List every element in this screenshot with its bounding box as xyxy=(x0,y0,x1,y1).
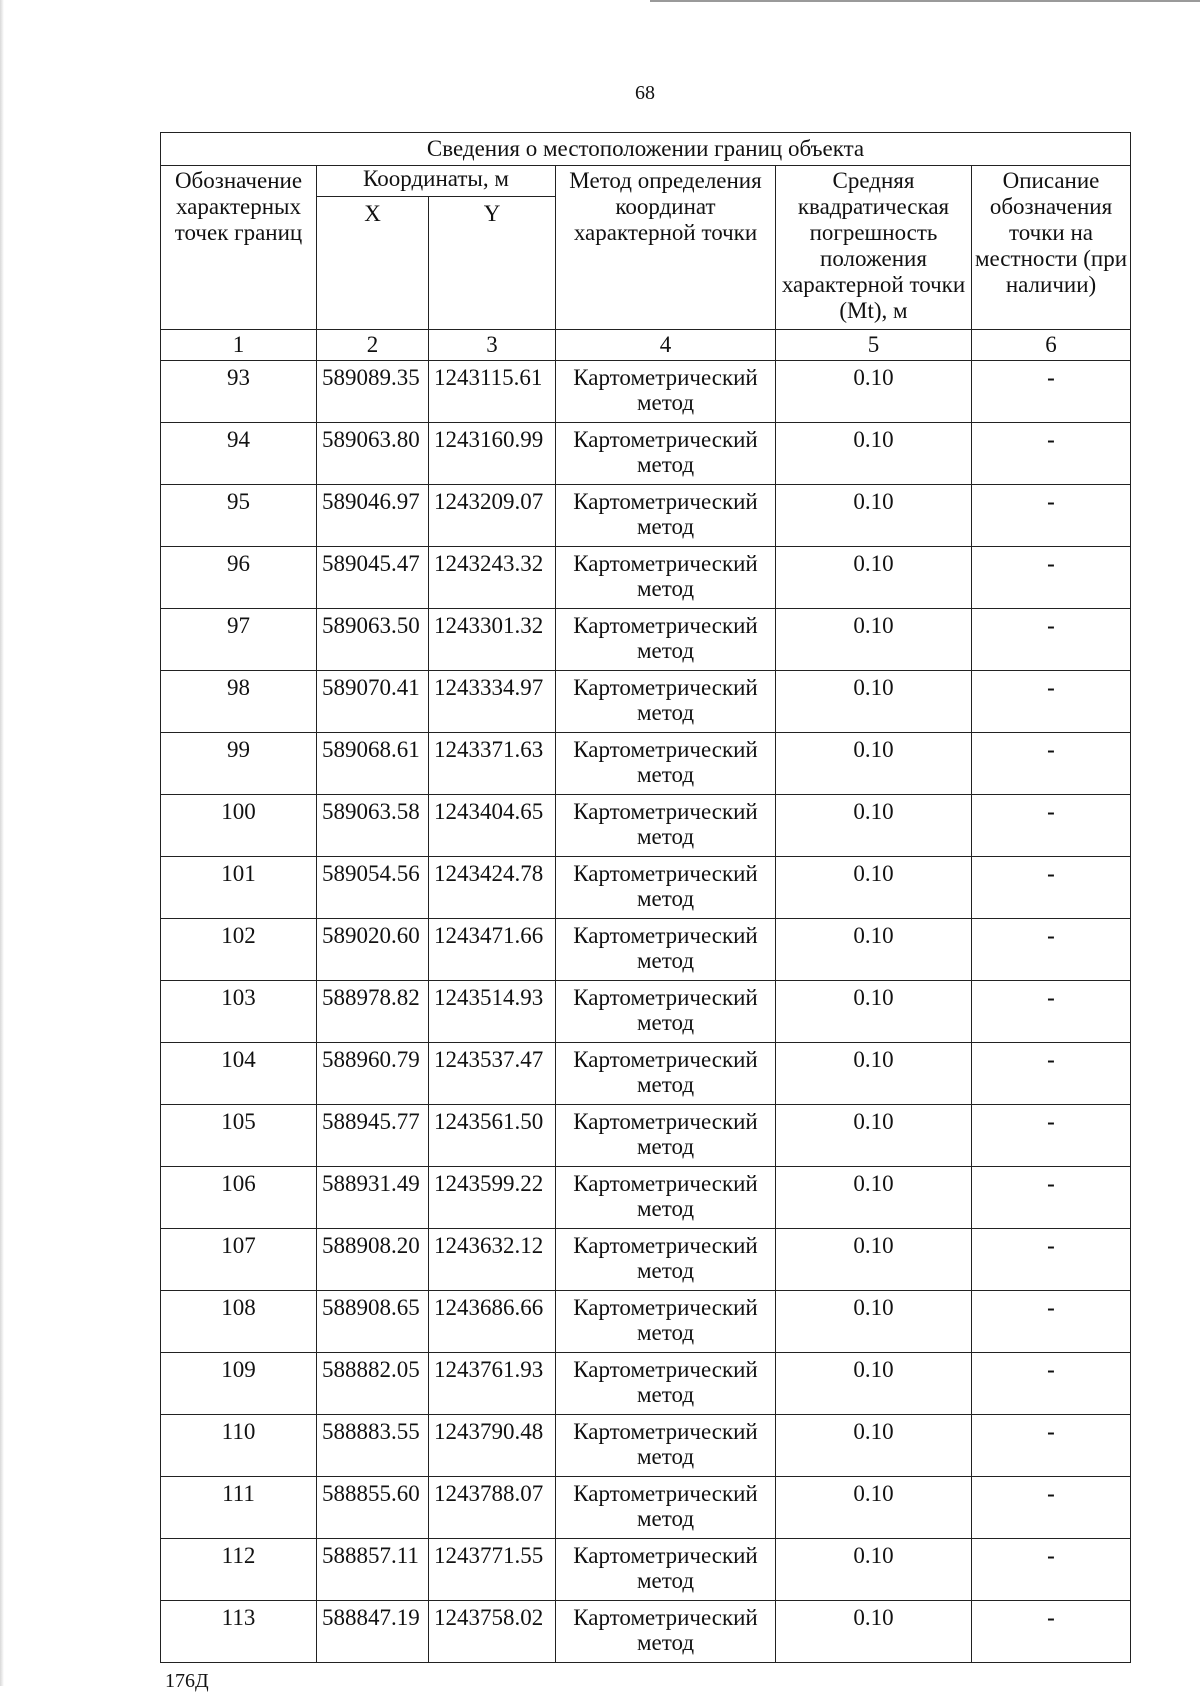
method-cell: Картометрический метод xyxy=(556,547,776,609)
point-cell: 112 xyxy=(161,1539,317,1601)
method-cell: Картометрический метод xyxy=(556,1539,776,1601)
x-coordinate-cell: 589054.56 xyxy=(317,857,429,919)
y-coordinate-cell: 1243537.47 xyxy=(429,1043,556,1105)
table-row xyxy=(161,1043,1131,1105)
description-cell: - xyxy=(972,981,1131,1043)
point-cell: 96 xyxy=(161,547,317,609)
method-cell: Картометрический метод xyxy=(556,857,776,919)
description-cell: - xyxy=(972,919,1131,981)
x-coordinate-cell: 589020.60 xyxy=(317,919,429,981)
y-coordinate-cell: 1243632.12 xyxy=(429,1229,556,1291)
x-coordinate-cell: 588908.65 xyxy=(317,1291,429,1353)
description-cell: - xyxy=(972,1167,1131,1229)
error-cell: 0.10 xyxy=(776,1601,972,1663)
table-row xyxy=(161,671,1131,733)
header-x: X xyxy=(317,197,429,330)
y-coordinate-cell: 1243301.32 xyxy=(429,609,556,671)
y-coordinate-cell: 1243514.93 xyxy=(429,981,556,1043)
description-cell: - xyxy=(972,795,1131,857)
method-cell: Картометрический метод xyxy=(556,1353,776,1415)
description-cell: - xyxy=(972,1229,1131,1291)
description-cell: - xyxy=(972,423,1131,485)
description-cell: - xyxy=(972,609,1131,671)
column-number: 3 xyxy=(429,330,556,361)
point-cell: 94 xyxy=(161,423,317,485)
description-cell: - xyxy=(972,547,1131,609)
description-cell: - xyxy=(972,1043,1131,1105)
y-coordinate-cell: 1243404.65 xyxy=(429,795,556,857)
method-cell: Картометрический метод xyxy=(556,1477,776,1539)
table-caption: Сведения о местоположении границ объекта xyxy=(161,133,1131,166)
method-cell: Картометрический метод xyxy=(556,1415,776,1477)
x-coordinate-cell: 589063.50 xyxy=(317,609,429,671)
error-cell: 0.10 xyxy=(776,1229,972,1291)
x-coordinate-cell: 588855.60 xyxy=(317,1477,429,1539)
x-coordinate-cell: 588847.19 xyxy=(317,1601,429,1663)
method-cell: Картометрический метод xyxy=(556,1601,776,1663)
y-coordinate-cell: 1243758.02 xyxy=(429,1601,556,1663)
table-row xyxy=(161,1229,1131,1291)
point-cell: 108 xyxy=(161,1291,317,1353)
y-coordinate-cell: 1243686.66 xyxy=(429,1291,556,1353)
error-cell: 0.10 xyxy=(776,1539,972,1601)
method-cell: Картометрический метод xyxy=(556,1105,776,1167)
error-cell: 0.10 xyxy=(776,361,972,423)
scan-top-rule xyxy=(650,0,1200,2)
table-row xyxy=(161,1167,1131,1229)
point-cell: 113 xyxy=(161,1601,317,1663)
error-cell: 0.10 xyxy=(776,609,972,671)
column-number: 4 xyxy=(556,330,776,361)
description-cell: - xyxy=(972,485,1131,547)
point-cell: 111 xyxy=(161,1477,317,1539)
error-cell: 0.10 xyxy=(776,671,972,733)
x-coordinate-cell: 588882.05 xyxy=(317,1353,429,1415)
table-row xyxy=(161,1415,1131,1477)
point-cell: 97 xyxy=(161,609,317,671)
method-cell: Картометрический метод xyxy=(556,1291,776,1353)
table-row xyxy=(161,1539,1131,1601)
table-row xyxy=(161,485,1131,547)
y-coordinate-cell: 1243243.32 xyxy=(429,547,556,609)
error-cell: 0.10 xyxy=(776,1291,972,1353)
y-coordinate-cell: 1243471.66 xyxy=(429,919,556,981)
x-coordinate-cell: 589063.80 xyxy=(317,423,429,485)
x-coordinate-cell: 589068.61 xyxy=(317,733,429,795)
x-coordinate-cell: 589070.41 xyxy=(317,671,429,733)
header-coordinates: Координаты, м xyxy=(317,166,556,197)
table-row xyxy=(161,981,1131,1043)
error-cell: 0.10 xyxy=(776,485,972,547)
point-cell: 110 xyxy=(161,1415,317,1477)
y-coordinate-cell: 1243561.50 xyxy=(429,1105,556,1167)
description-cell: - xyxy=(972,733,1131,795)
method-cell: Картометрический метод xyxy=(556,671,776,733)
point-cell: 106 xyxy=(161,1167,317,1229)
y-coordinate-cell: 1243771.55 xyxy=(429,1539,556,1601)
header-method: Метод определения координат характерной точки xyxy=(556,166,776,330)
method-cell: Картометрический метод xyxy=(556,361,776,423)
header-point: Обозначение характерных точек границ xyxy=(161,166,317,330)
method-cell: Картометрический метод xyxy=(556,733,776,795)
error-cell: 0.10 xyxy=(776,423,972,485)
method-cell: Картометрический метод xyxy=(556,919,776,981)
column-number: 6 xyxy=(972,330,1131,361)
y-coordinate-cell: 1243334.97 xyxy=(429,671,556,733)
method-cell: Картометрический метод xyxy=(556,1167,776,1229)
y-coordinate-cell: 1243599.22 xyxy=(429,1167,556,1229)
y-coordinate-cell: 1243424.78 xyxy=(429,857,556,919)
table-row xyxy=(161,795,1131,857)
description-cell: - xyxy=(972,1415,1131,1477)
description-cell: - xyxy=(972,1291,1131,1353)
x-coordinate-cell: 589063.58 xyxy=(317,795,429,857)
x-coordinate-cell: 588883.55 xyxy=(317,1415,429,1477)
table-row xyxy=(161,1105,1131,1167)
y-coordinate-cell: 1243115.61 xyxy=(429,361,556,423)
y-coordinate-cell: 1243790.48 xyxy=(429,1415,556,1477)
scan-left-edge xyxy=(0,0,4,1686)
error-cell: 0.10 xyxy=(776,795,972,857)
point-cell: 107 xyxy=(161,1229,317,1291)
x-coordinate-cell: 588960.79 xyxy=(317,1043,429,1105)
table-row xyxy=(161,423,1131,485)
error-cell: 0.10 xyxy=(776,1477,972,1539)
x-coordinate-cell: 588908.20 xyxy=(317,1229,429,1291)
table-row xyxy=(161,547,1131,609)
x-coordinate-cell: 588931.49 xyxy=(317,1167,429,1229)
method-cell: Картометрический метод xyxy=(556,423,776,485)
x-coordinate-cell: 589046.97 xyxy=(317,485,429,547)
table-row xyxy=(161,361,1131,423)
x-coordinate-cell: 588945.77 xyxy=(317,1105,429,1167)
error-cell: 0.10 xyxy=(776,981,972,1043)
header-y: Y xyxy=(429,197,556,330)
y-coordinate-cell: 1243371.63 xyxy=(429,733,556,795)
table-body xyxy=(161,361,1131,1663)
method-cell: Картометрический метод xyxy=(556,1043,776,1105)
table-row xyxy=(161,733,1131,795)
table-row xyxy=(161,919,1131,981)
page-number: 68 xyxy=(635,82,655,104)
point-cell: 98 xyxy=(161,671,317,733)
method-cell: Картометрический метод xyxy=(556,609,776,671)
y-coordinate-cell: 1243761.93 xyxy=(429,1353,556,1415)
error-cell: 0.10 xyxy=(776,919,972,981)
error-cell: 0.10 xyxy=(776,1415,972,1477)
x-coordinate-cell: 589045.47 xyxy=(317,547,429,609)
description-cell: - xyxy=(972,671,1131,733)
error-cell: 0.10 xyxy=(776,1043,972,1105)
description-cell: - xyxy=(972,361,1131,423)
header-error: Средняя квадратическая погрешность положения характерной точки (Mt), м xyxy=(776,166,972,330)
error-cell: 0.10 xyxy=(776,733,972,795)
x-coordinate-cell: 588857.11 xyxy=(317,1539,429,1601)
table-row xyxy=(161,1291,1131,1353)
method-cell: Картометрический метод xyxy=(556,485,776,547)
description-cell: - xyxy=(972,1601,1131,1663)
column-number: 2 xyxy=(317,330,429,361)
point-cell: 93 xyxy=(161,361,317,423)
table-row xyxy=(161,1353,1131,1415)
description-cell: - xyxy=(972,1539,1131,1601)
description-cell: - xyxy=(972,1353,1131,1415)
point-cell: 99 xyxy=(161,733,317,795)
point-cell: 103 xyxy=(161,981,317,1043)
point-cell: 101 xyxy=(161,857,317,919)
error-cell: 0.10 xyxy=(776,1105,972,1167)
point-cell: 104 xyxy=(161,1043,317,1105)
method-cell: Картометрический метод xyxy=(556,981,776,1043)
footer-code: 176Д xyxy=(165,1670,209,1692)
error-cell: 0.10 xyxy=(776,1167,972,1229)
column-number: 5 xyxy=(776,330,972,361)
method-cell: Картометрический метод xyxy=(556,795,776,857)
error-cell: 0.10 xyxy=(776,1353,972,1415)
error-cell: 0.10 xyxy=(776,547,972,609)
y-coordinate-cell: 1243160.99 xyxy=(429,423,556,485)
header-description: Описание обозначения точки на местности (при наличии) xyxy=(972,166,1131,330)
description-cell: - xyxy=(972,857,1131,919)
point-cell: 100 xyxy=(161,795,317,857)
point-cell: 109 xyxy=(161,1353,317,1415)
x-coordinate-cell: 589089.35 xyxy=(317,361,429,423)
table-row xyxy=(161,1477,1131,1539)
x-coordinate-cell: 588978.82 xyxy=(317,981,429,1043)
point-cell: 102 xyxy=(161,919,317,981)
point-cell: 105 xyxy=(161,1105,317,1167)
y-coordinate-cell: 1243788.07 xyxy=(429,1477,556,1539)
description-cell: - xyxy=(972,1477,1131,1539)
error-cell: 0.10 xyxy=(776,857,972,919)
table-row xyxy=(161,609,1131,671)
table-row xyxy=(161,1601,1131,1663)
y-coordinate-cell: 1243209.07 xyxy=(429,485,556,547)
description-cell: - xyxy=(972,1105,1131,1167)
method-cell: Картометрический метод xyxy=(556,1229,776,1291)
column-number-row xyxy=(161,330,1131,361)
boundary-coordinates-table xyxy=(160,132,1131,1663)
table-row xyxy=(161,857,1131,919)
point-cell: 95 xyxy=(161,485,317,547)
column-number: 1 xyxy=(161,330,317,361)
